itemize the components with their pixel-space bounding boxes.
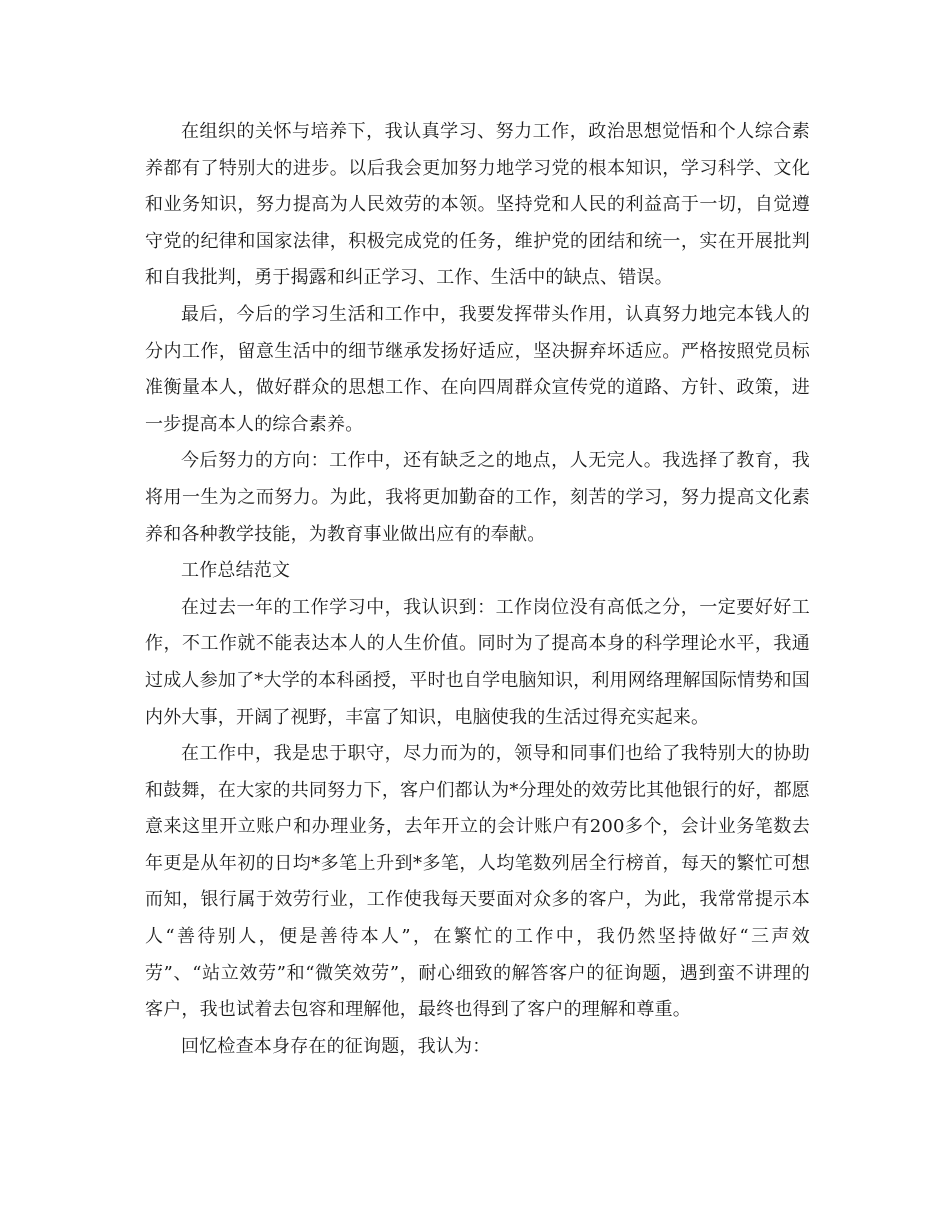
paragraph-1: 在组织的关怀与培养下，我认真学习、努力工作，政治思想觉悟和个人综合素养都有了特别大的进步。以后我会更加努力地学习党的根本知识，学习科学、文化和业务知识，努力提高为人民效劳的本领。坚持党和人民的利益高于一切，自觉遵守党的纪律和国家法律，积极完成党的任务，维护党的团结和统一，实在开展批判和自我批判，勇于揭露和纠正学习、工作、生活中的缺点、错误。 bbox=[145, 121, 810, 289]
section-heading: 工作总结范文 bbox=[181, 560, 291, 582]
paragraph-3: 今后努力的方向：工作中，还有缺乏之的地点，人无完人。我选择了教育，我将用一生为之而努力。为此，我将更加勤奋的工作，刻苦的学习，努力提高文化素养和各种教学技能，为教育事业做出应有的奉献。 bbox=[145, 450, 810, 545]
paragraph-5: 在工作中，我是忠于职守，尽力而为的，领导和同事们也给了我特别大的协助和鼓舞，在大家的共同努力下，客户们都认为*分理处的效劳比其他银行的好，都愿意来这里开立账户和办理业务，去年开立的会计账户有200多个，会计业务笔数去年更是从年初的日均*多笔上升到*多笔，人均笔数列居全行榜首，每天的繁忙可想而知，银行属于效劳行业，工作使我每天要面对众多的客户，为此，我常常提示本人“善待别人，便是善待本人”，在繁忙的工作中，我仍然坚持做好“三声效劳”、“站立效劳”和“微笑效劳”，耐心细致的解答客户的征询题，遇到蛮不讲理的客户，我也试着去包容和理解他，最终也得到了客户的理解和尊重。 bbox=[145, 743, 810, 1021]
document-body bbox=[145, 114, 810, 1065]
paragraph-6: 回忆检查本身存在的征询题，我认为： bbox=[181, 1035, 491, 1057]
paragraph-2: 最后，今后的学习生活和工作中，我要发挥带头作用，认真努力地完本钱人的分内工作，留意生活中的细节继承发扬好适应，坚决摒弃坏适应。严格按照党员标准衡量本人，做好群众的思想工作、在向四周群众宣传党的道路、方针、政策，进一步提高本人的综合素养。 bbox=[145, 303, 810, 435]
paragraph-4: 在过去一年的工作学习中，我认识到：工作岗位没有高低之分，一定要好好工作，不工作就不能表达本人的人生价值。同时为了提高本身的科学理论水平，我通过成人参加了*大学的本科函授，平时也自学电脑知识，利用网络理解国际情势和国内外大事，开阔了视野，丰富了知识，电脑使我的生活过得充实起来。 bbox=[145, 596, 810, 728]
